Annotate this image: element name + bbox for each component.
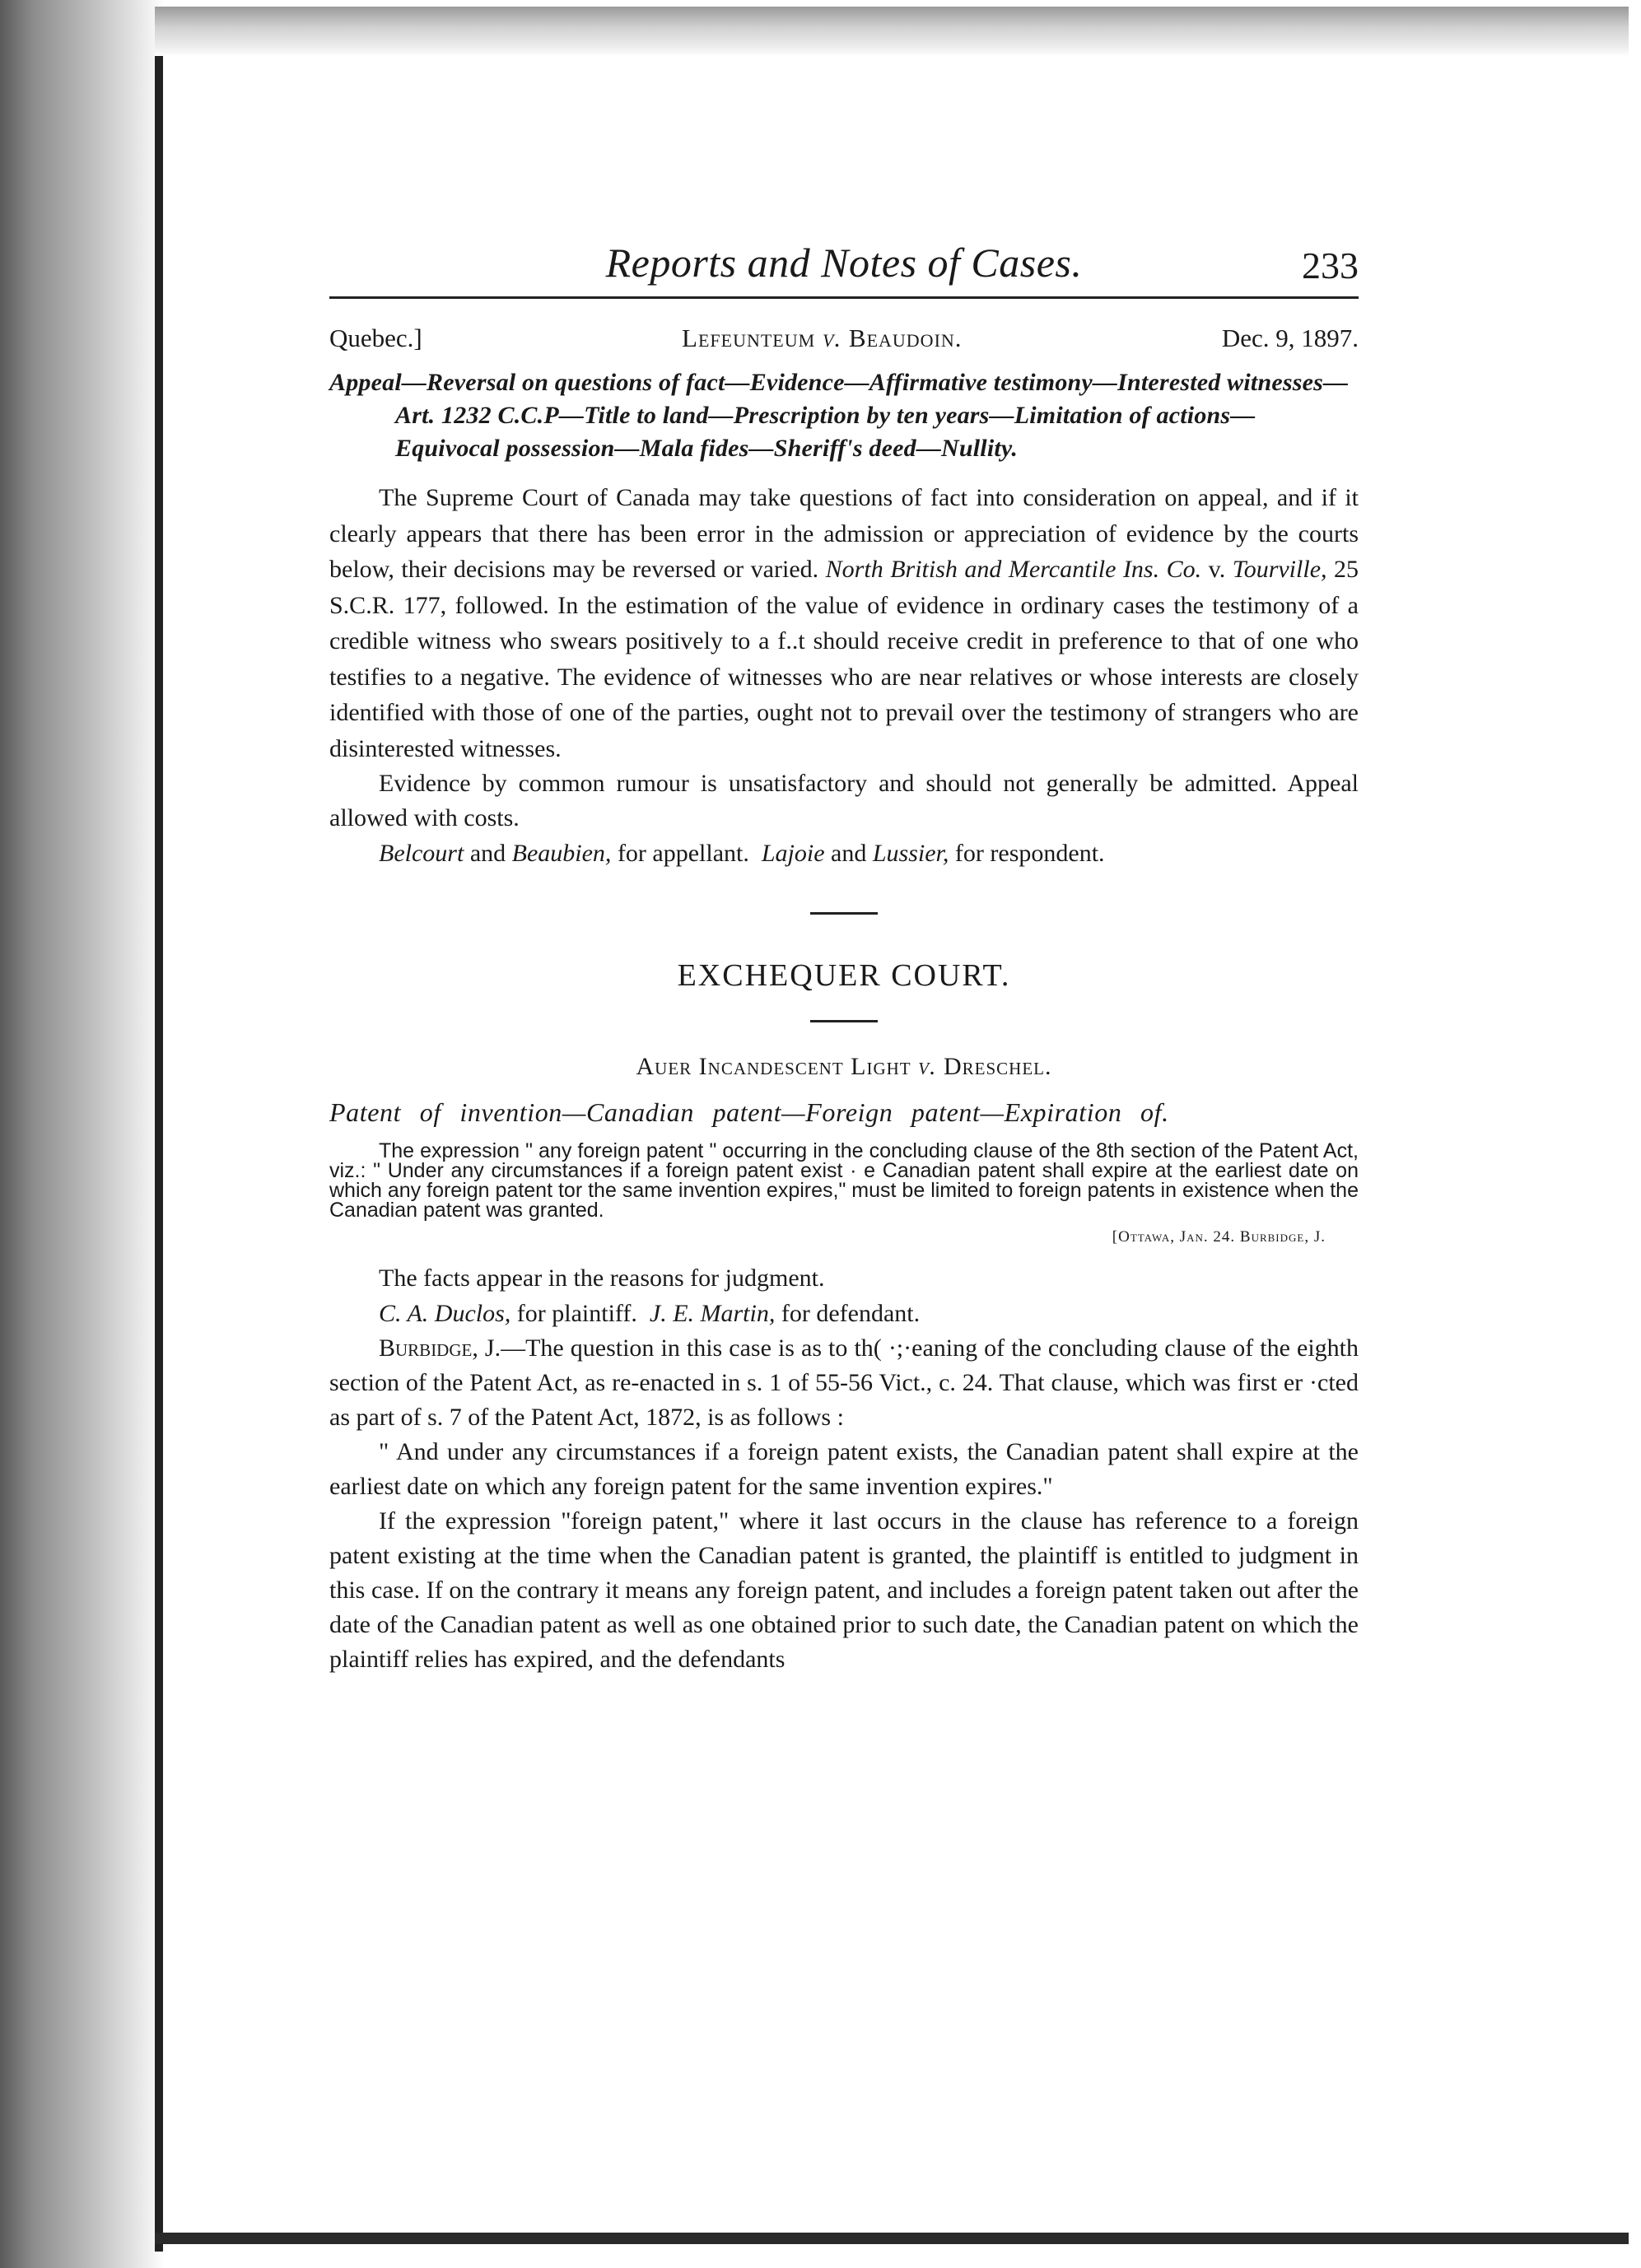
case-paragraph-2: Evidence by common rumour is unsatisfactory and should not generally be admitted. Appeal allowed with costs.: [329, 770, 1359, 831]
case-party-1: Lefeunteum: [682, 324, 816, 352]
case-headnote: Appeal—Reversal on questions of fact—Evidence—Affirmative testimony—Interested witnesses—Art. 1232 C.C.P—Title to land—Prescription by ten years—Limitation of actions—Equivocal possession—Mala fides—Sheriff's deed—Nullity.: [329, 369, 1349, 462]
case-versus: v.: [822, 324, 842, 352]
case-syllabus: The expression " any foreign patent " occurring in the concluding clause of the 8th section of the Patent Act, viz.: " Under any circumstances if a foreign patent exist · e Canadian patent shall expire at the earliest date on which any foreign patent tor the same invention expires," must be limited to foreign patents in existence when the Canadian patent was granted.: [329, 1139, 1359, 1222]
case-paragraph-1: [329, 480, 1359, 766]
case-counsel: [329, 1296, 1359, 1331]
case-party-2: Dreschel.: [943, 1053, 1052, 1080]
running-title: Reports and Notes of Cases.: [605, 240, 1083, 286]
paragraph-text: The Supreme Court of Canada may take questions of fact into consideration on appeal, and if it clearly appears that there has been error in the admission or appreciation of evidence by the courts below, their decisions may be reversed or varied.: [329, 484, 1359, 583]
counsel-role: for respondent.: [954, 840, 1105, 867]
case-counsel: [329, 836, 1359, 871]
case-heading: [329, 322, 1359, 355]
case-title: [329, 1050, 1359, 1083]
page-number: 233: [1302, 244, 1359, 286]
book-page: [329, 222, 1359, 1677]
counsel-name: Lajoie: [761, 840, 825, 867]
paragraph-text: —The question in this case is as to th( ·;·eaning of the concluding clause of the eighth section of the Patent Act, as re-enacted in s. 1 of 55-56 Vict., c. 24. That clause, which was first er ·cted as part of s. 7 of the Patent Act, 1872, is as follows :: [329, 1334, 1359, 1431]
counsel-name: Lussier,: [872, 840, 949, 867]
cited-case-versus: v.: [1208, 556, 1226, 583]
counsel-conjunction: and: [469, 840, 506, 867]
case-date: Dec. 9, 1897.: [1221, 324, 1359, 352]
counsel-name: Beaubien,: [511, 840, 612, 867]
scan-binding-shadow: [0, 0, 165, 2268]
case-party-1: Auer Incandescent Light: [636, 1053, 911, 1080]
header-rule: [329, 296, 1359, 299]
case-citation: [Ottawa, Jan. 24. Burbidge, J.: [1112, 1228, 1326, 1246]
counsel-name: J. E. Martin,: [649, 1300, 776, 1327]
judgment-paragraph-2: If the expression "foreign patent," where it last occurs in the clause has reference to a foreign patent existing at the time when the Canadian patent is granted, the plaintiff is entitled to judgment in this case. If on the contrary it means any foreign patent, and includes a foreign patent taken out after the date of the Canadian patent as well as one obtained prior to such date, the Canadian patent on which the plaintiff relies has expired, and the defendants: [329, 1507, 1359, 1673]
case-province: Quebec.]: [329, 324, 422, 352]
facts-paragraph: The facts appear in the reasons for judgment.: [379, 1264, 825, 1292]
case-party-2: Beaudoin.: [848, 324, 963, 352]
counsel-name: Belcourt: [379, 840, 464, 867]
counsel-role: for defendant.: [781, 1300, 921, 1327]
section-divider: [810, 1020, 878, 1022]
scan-top-edge: [155, 7, 1629, 56]
paragraph-text: 25 S.C.R. 177, followed. In the estimation of the value of evidence in ordinary cases the testimony of a credible witness who swears positively to a f..t should receive credit in preference to that of one who testifies to a negative. The evidence of witnesses who are near relatives or whose interests are closely identified with those of one of the parties, ought not to prevail over the testimony of strangers who are disinterested witnesses.: [329, 556, 1359, 762]
case-name: [682, 322, 963, 355]
cited-case: North British and Mercantile Ins. Co.: [825, 556, 1202, 583]
counsel-name: C. A. Duclos,: [379, 1300, 511, 1327]
section-divider: [810, 912, 878, 915]
scan-binding-edge: [155, 16, 163, 2252]
cited-case-party: Tourville,: [1232, 556, 1327, 583]
court-title: EXCHEQUER COURT.: [677, 958, 1011, 993]
counsel-role: for appellant.: [617, 840, 749, 867]
quoted-clause: " And under any circumstances if a foreign patent exists, the Canadian patent shall expire at the earliest date on which any foreign patent for the same invention expires.": [329, 1438, 1359, 1500]
counsel-role: for plaintiff.: [516, 1300, 637, 1327]
judge-name: Burbidge, J.: [379, 1334, 501, 1362]
case-subject: Patent of invention—Canadian patent—Foreign patent—Expiration of.: [329, 1097, 1169, 1127]
judgment-paragraph-1: [329, 1331, 1359, 1435]
scan-bottom-edge: [155, 2233, 1629, 2244]
running-head: [329, 222, 1359, 296]
case-versus: v.: [918, 1053, 937, 1080]
counsel-conjunction: and: [831, 840, 867, 867]
